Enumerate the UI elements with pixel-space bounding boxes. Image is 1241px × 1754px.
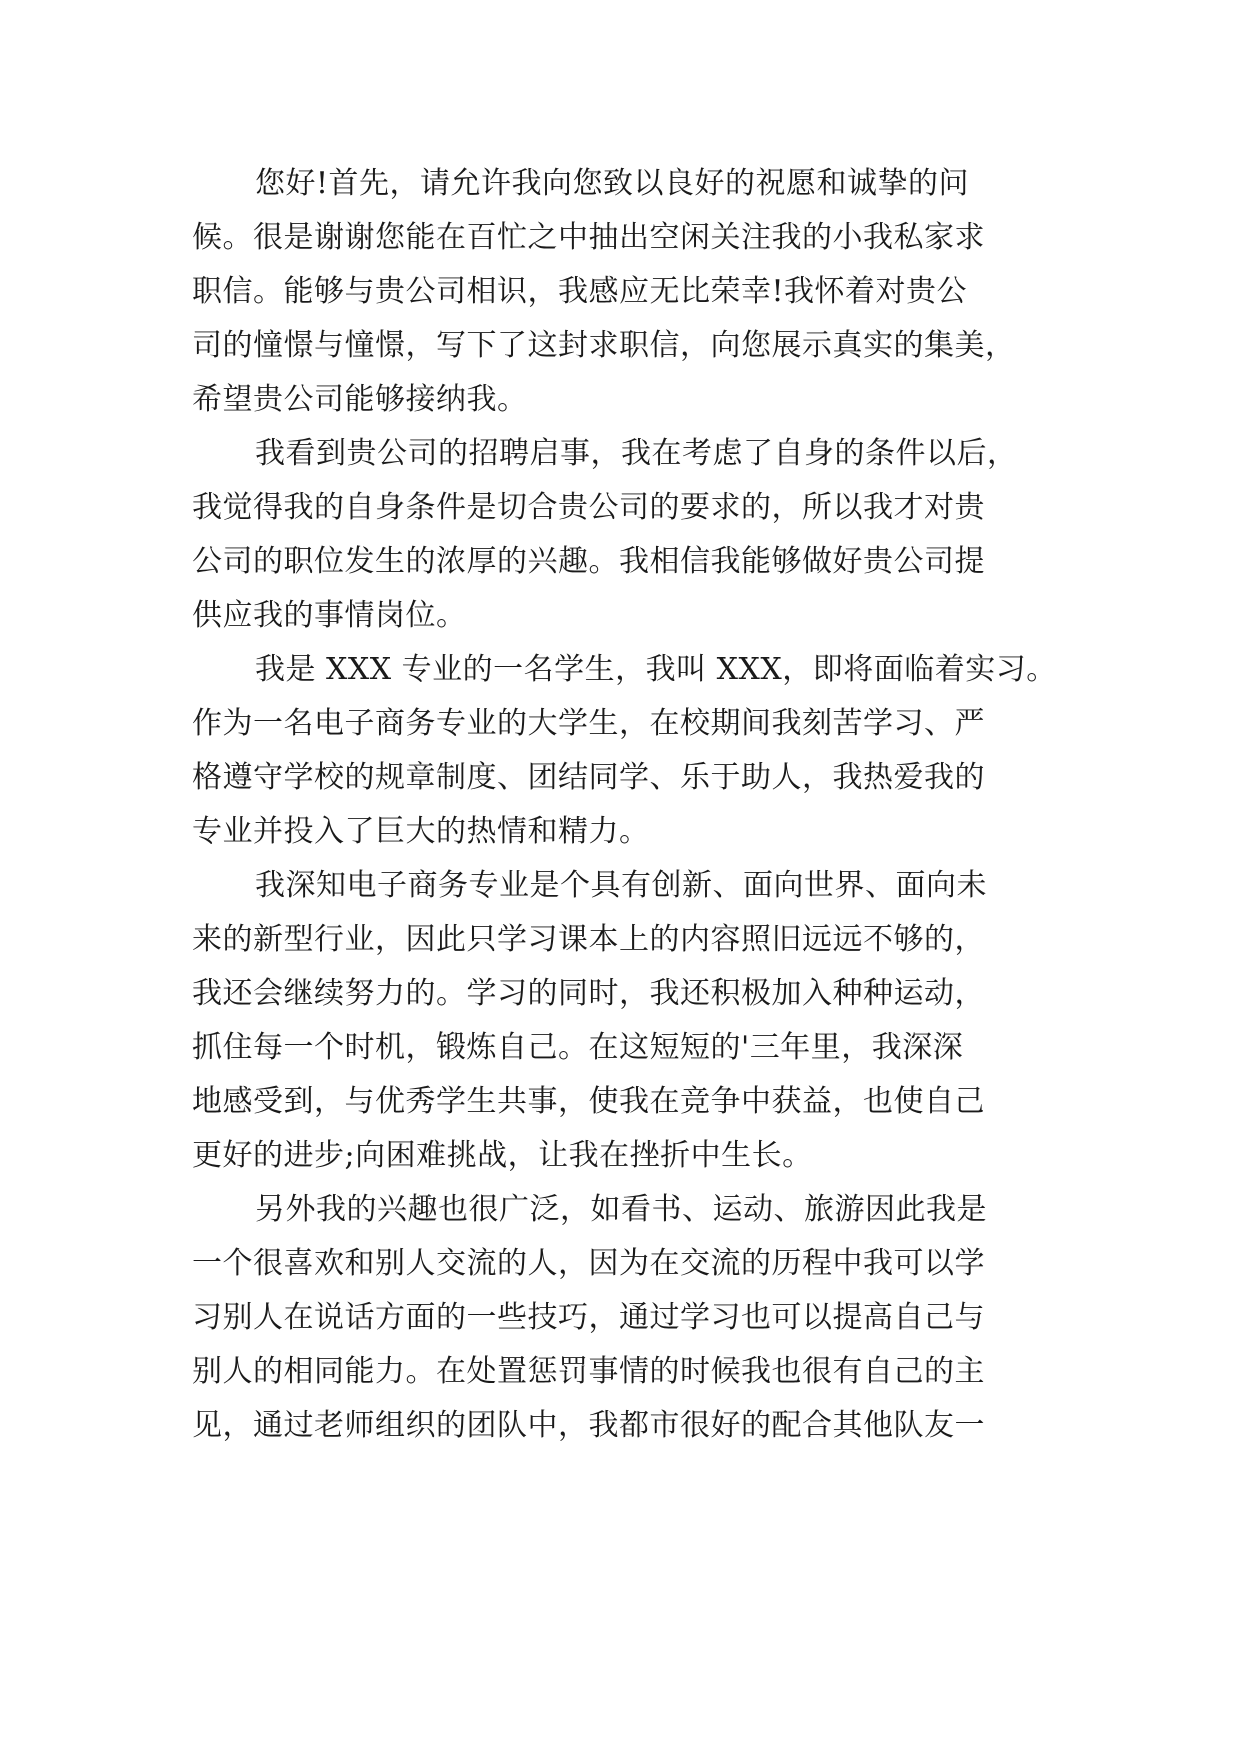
paragraph-line: 习别人在说话方面的一些技巧，通过学习也可以提高自己与 <box>192 1300 985 1335</box>
paragraph-line: 候。很是谢谢您能在百忙之中抽出空闲关注我的小我私家求 <box>192 220 985 255</box>
paragraph-line: 司的憧憬与憧憬，写下了这封求职信，向您展示真实的集美， <box>192 328 1016 363</box>
paragraph-line: 格遵守学校的规章制度、团结同学、乐于助人，我热爱我的 <box>192 760 985 795</box>
paragraph-line: 您好!首先，请允许我向您致以良好的祝愿和诚挚的问 <box>255 166 970 201</box>
paragraph-line: 我觉得我的自身条件是切合贵公司的要求的，所以我才对贵 <box>192 490 985 525</box>
paragraph-line: 地感受到，与优秀学生共事，使我在竞争中获益，也使自己 <box>192 1084 985 1119</box>
paragraph-line: 一个很喜欢和别人交流的人，因为在交流的历程中我可以学 <box>192 1246 985 1281</box>
paragraph-line: 我看到贵公司的招聘启事，我在考虑了自身的条件以后， <box>255 436 1018 471</box>
paragraph-line: 我深知电子商务专业是个具有创新、面向世界、面向未 <box>255 868 987 903</box>
paragraph-line: 作为一名电子商务专业的大学生，在校期间我刻苦学习、严 <box>192 706 985 741</box>
paragraph-line: 专业并投入了巨大的热情和精力。 <box>192 814 650 849</box>
paragraph-line: 职信。能够与贵公司相识，我感应无比荣幸!我怀着对贵公 <box>192 274 968 309</box>
paragraph-line: 更好的进步;向困难挑战，让我在挫折中生长。 <box>192 1138 813 1173</box>
letter-body <box>192 158 1057 1454</box>
paragraph-line: 另外我的兴趣也很广泛，如看书、运动、旅游因此我是 <box>255 1192 987 1227</box>
paragraph-line: 见，通过老师组织的团队中，我都市很好的配合其他队友一 <box>192 1408 985 1443</box>
paragraph-line: 希望贵公司能够接纳我。 <box>192 382 528 417</box>
paragraph-line: 我还会继续努力的。学习的同时，我还积极加入种种运动， <box>192 976 985 1011</box>
paragraph-line: 供应我的事情岗位。 <box>192 598 467 633</box>
paragraph-line: 我是 XXX 专业的一名学生，我叫 XXX，即将面临着实习。 <box>255 652 1057 687</box>
paragraph-line: 来的新型行业，因此只学习课本上的内容照旧远远不够的， <box>192 922 985 957</box>
paragraph-line: 抓住每一个时机，锻炼自己。在这短短的'三年里，我深深 <box>192 1030 964 1065</box>
paragraph-line: 公司的职位发生的浓厚的兴趣。我相信我能够做好贵公司提 <box>192 544 985 579</box>
paragraph-line: 别人的相同能力。在处置惩罚事情的时候我也很有自己的主 <box>192 1354 985 1389</box>
